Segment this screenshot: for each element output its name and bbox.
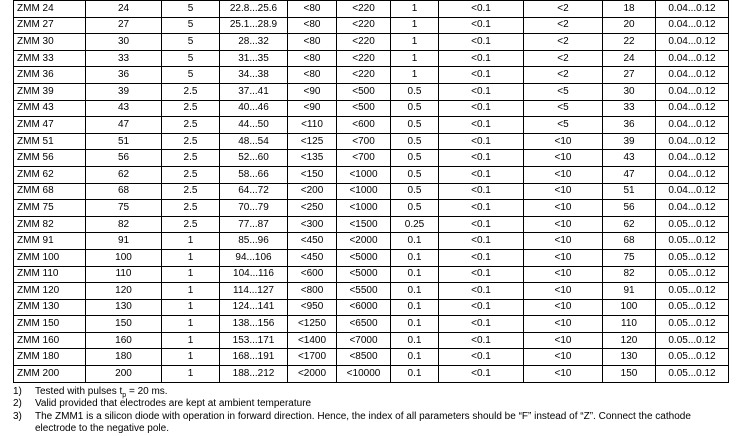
table-cell: 75: [86, 200, 162, 217]
table-cell: 1: [162, 283, 220, 300]
table-cell: 180: [86, 349, 162, 366]
table-cell: 68: [603, 233, 656, 250]
table-cell: 70...79: [220, 200, 288, 217]
table-cell: 120: [86, 283, 162, 300]
table-cell: 1: [391, 34, 439, 51]
table-cell: 114...127: [220, 283, 288, 300]
table-cell: 1: [391, 50, 439, 67]
table-cell: 58...66: [220, 166, 288, 183]
table-cell: 0.05...0.12: [656, 299, 729, 316]
part-number-cell: ZMM 62: [14, 166, 86, 183]
table-cell: 138...156: [220, 316, 288, 333]
table-cell: 52...60: [220, 150, 288, 167]
table-cell: <90: [288, 100, 337, 117]
part-number-cell: ZMM 27: [14, 17, 86, 34]
table-cell: 2.5: [162, 83, 220, 100]
table-cell: 5: [162, 1, 220, 18]
table-cell: <700: [337, 133, 391, 150]
table-cell: <450: [288, 249, 337, 266]
table-cell: <220: [337, 67, 391, 84]
table-cell: 22.8...25.6: [220, 1, 288, 18]
table-cell: <135: [288, 150, 337, 167]
table-cell: <1000: [337, 166, 391, 183]
table-cell: <10: [524, 316, 603, 333]
table-cell: 1: [391, 67, 439, 84]
table-cell: 62: [603, 216, 656, 233]
table-cell: <0.1: [439, 216, 524, 233]
table-cell: <10: [524, 200, 603, 217]
footnote-number: 3): [13, 410, 22, 422]
table-cell: 77...87: [220, 216, 288, 233]
table-cell: 91: [86, 233, 162, 250]
part-number-cell: ZMM 43: [14, 100, 86, 117]
table-cell: <600: [288, 266, 337, 283]
table-cell: 100: [86, 249, 162, 266]
table-cell: <800: [288, 283, 337, 300]
table-cell: 48...54: [220, 133, 288, 150]
table-cell: 0.05...0.12: [656, 233, 729, 250]
table-cell: <0.1: [439, 133, 524, 150]
part-number-cell: ZMM 36: [14, 67, 86, 84]
table-cell: <1250: [288, 316, 337, 333]
table-row: [14, 332, 729, 349]
table-cell: <0.1: [439, 316, 524, 333]
table-cell: 0.05...0.12: [656, 266, 729, 283]
table-cell: 0.5: [391, 83, 439, 100]
table-cell: 2.5: [162, 216, 220, 233]
table-cell: 0.04...0.12: [656, 67, 729, 84]
table-body: [14, 1, 729, 383]
table-row: [14, 349, 729, 366]
table-cell: 0.1: [391, 283, 439, 300]
table-cell: 20: [603, 17, 656, 34]
table-cell: 0.05...0.12: [656, 249, 729, 266]
table-cell: <450: [288, 233, 337, 250]
table-cell: 24: [86, 1, 162, 18]
part-number-cell: ZMM 82: [14, 216, 86, 233]
footnote-text-pre: Tested with pulses t: [35, 385, 123, 397]
table-cell: <80: [288, 50, 337, 67]
table-cell: 100: [603, 299, 656, 316]
table-cell: 47: [86, 117, 162, 134]
table-cell: 0.05...0.12: [656, 283, 729, 300]
table-cell: 110: [603, 316, 656, 333]
table-cell: <7000: [337, 332, 391, 349]
table-cell: <0.1: [439, 67, 524, 84]
table-cell: 62: [86, 166, 162, 183]
table-cell: 0.5: [391, 117, 439, 134]
table-row: [14, 1, 729, 18]
table-cell: <80: [288, 1, 337, 18]
table-cell: 25.1...28.9: [220, 17, 288, 34]
table-cell: 0.04...0.12: [656, 17, 729, 34]
table-cell: 0.05...0.12: [656, 366, 729, 383]
table-cell: <80: [288, 17, 337, 34]
table-cell: 82: [86, 216, 162, 233]
table-row: [14, 100, 729, 117]
table-cell: 200: [86, 366, 162, 383]
table-cell: 0.04...0.12: [656, 183, 729, 200]
table-cell: 0.04...0.12: [656, 50, 729, 67]
table-cell: 0.04...0.12: [656, 34, 729, 51]
table-cell: <0.1: [439, 50, 524, 67]
table-cell: 27: [603, 67, 656, 84]
table-cell: 28...32: [220, 34, 288, 51]
table-cell: 0.5: [391, 133, 439, 150]
footnote-subscript: p: [122, 391, 127, 399]
table-cell: 1: [162, 233, 220, 250]
table-cell: 34...38: [220, 67, 288, 84]
table-cell: 56: [603, 200, 656, 217]
table-cell: <0.1: [439, 233, 524, 250]
table-cell: 27: [86, 17, 162, 34]
part-number-cell: ZMM 120: [14, 283, 86, 300]
table-cell: 120: [603, 332, 656, 349]
table-cell: <10: [524, 249, 603, 266]
part-number-cell: ZMM 68: [14, 183, 86, 200]
table-cell: 188...212: [220, 366, 288, 383]
table-cell: 1: [391, 1, 439, 18]
table-cell: <0.1: [439, 100, 524, 117]
table-row: [14, 316, 729, 333]
table-cell: 33: [86, 50, 162, 67]
part-number-cell: ZMM 47: [14, 117, 86, 134]
table-cell: 2.5: [162, 117, 220, 134]
table-cell: <950: [288, 299, 337, 316]
table-cell: 0.1: [391, 366, 439, 383]
footnotes: [13, 386, 728, 436]
table-cell: <150: [288, 166, 337, 183]
table-cell: 31...35: [220, 50, 288, 67]
table-cell: <2: [524, 17, 603, 34]
table-row: [14, 299, 729, 316]
table-cell: <80: [288, 34, 337, 51]
table-cell: 30: [603, 83, 656, 100]
table-cell: 104...116: [220, 266, 288, 283]
table-cell: 153...171: [220, 332, 288, 349]
table-cell: <5500: [337, 283, 391, 300]
table-cell: <10: [524, 332, 603, 349]
table-row: [14, 366, 729, 383]
table-cell: 51: [603, 183, 656, 200]
table-cell: <5000: [337, 266, 391, 283]
part-number-cell: ZMM 130: [14, 299, 86, 316]
table-cell: <0.1: [439, 17, 524, 34]
table-cell: <10: [524, 366, 603, 383]
table-cell: <0.1: [439, 299, 524, 316]
table-cell: <1400: [288, 332, 337, 349]
table-cell: <1500: [337, 216, 391, 233]
table-cell: <1700: [288, 349, 337, 366]
table-cell: 1: [162, 332, 220, 349]
table-cell: <0.1: [439, 366, 524, 383]
table-cell: 64...72: [220, 183, 288, 200]
table-row: [14, 67, 729, 84]
table-cell: 0.04...0.12: [656, 1, 729, 18]
table-cell: 39: [603, 133, 656, 150]
table-cell: <500: [337, 100, 391, 117]
table-cell: 22: [603, 34, 656, 51]
part-number-cell: ZMM 150: [14, 316, 86, 333]
table-cell: 85...96: [220, 233, 288, 250]
table-cell: <220: [337, 34, 391, 51]
table-cell: 130: [86, 299, 162, 316]
table-cell: 1: [162, 316, 220, 333]
table-cell: 0.04...0.12: [656, 166, 729, 183]
table-cell: 168...191: [220, 349, 288, 366]
table-cell: 43: [86, 100, 162, 117]
table-cell: <10: [524, 166, 603, 183]
table-cell: <0.1: [439, 166, 524, 183]
table-cell: 5: [162, 50, 220, 67]
table-cell: <0.1: [439, 1, 524, 18]
part-number-cell: ZMM 180: [14, 349, 86, 366]
part-number-cell: ZMM 30: [14, 34, 86, 51]
table-cell: <10: [524, 266, 603, 283]
datasheet-section: [13, 0, 728, 436]
table-cell: 110: [86, 266, 162, 283]
table-cell: <2000: [337, 233, 391, 250]
part-number-cell: ZMM 200: [14, 366, 86, 383]
table-cell: 2.5: [162, 100, 220, 117]
table-cell: 30: [86, 34, 162, 51]
table-row: [14, 83, 729, 100]
table-cell: <10000: [337, 366, 391, 383]
table-cell: 0.1: [391, 332, 439, 349]
table-cell: 5: [162, 17, 220, 34]
table-cell: 5: [162, 34, 220, 51]
part-number-cell: ZMM 110: [14, 266, 86, 283]
table-cell: 37...41: [220, 83, 288, 100]
table-cell: 1: [162, 299, 220, 316]
table-cell: <10: [524, 133, 603, 150]
table-cell: 0.5: [391, 150, 439, 167]
table-cell: 43: [603, 150, 656, 167]
table-cell: <2: [524, 67, 603, 84]
table-cell: 51: [86, 133, 162, 150]
table-cell: <80: [288, 67, 337, 84]
table-cell: 0.1: [391, 316, 439, 333]
footnote-3: [13, 411, 728, 436]
table-cell: 0.1: [391, 266, 439, 283]
table-cell: 1: [162, 266, 220, 283]
table-cell: 44...50: [220, 117, 288, 134]
table-cell: 124...141: [220, 299, 288, 316]
table-cell: 0.5: [391, 200, 439, 217]
table-cell: 150: [603, 366, 656, 383]
table-cell: 0.1: [391, 349, 439, 366]
table-cell: 2.5: [162, 183, 220, 200]
table-cell: 5: [162, 67, 220, 84]
table-cell: 0.1: [391, 233, 439, 250]
table-cell: <500: [337, 83, 391, 100]
table-cell: <110: [288, 117, 337, 134]
table-cell: <0.1: [439, 200, 524, 217]
table-cell: 0.04...0.12: [656, 200, 729, 217]
table-cell: <10: [524, 150, 603, 167]
table-row: [14, 117, 729, 134]
table-cell: <0.1: [439, 332, 524, 349]
table-cell: 68: [86, 183, 162, 200]
footnote-text-post: = 20 ms.: [126, 385, 168, 397]
table-row: [14, 150, 729, 167]
part-number-cell: ZMM 56: [14, 150, 86, 167]
table-cell: <10: [524, 299, 603, 316]
footnote-text: The ZMM1 is a silicon diode with operation in forward direction. Hence, the index of all parameters should be “F” instead of “Z”. Connect the cathode electrode to the negative pole.: [35, 410, 691, 435]
table-cell: 1: [162, 349, 220, 366]
table-row: [14, 249, 729, 266]
table-cell: 2.5: [162, 200, 220, 217]
part-number-cell: ZMM 100: [14, 249, 86, 266]
part-number-cell: ZMM 24: [14, 1, 86, 18]
table-cell: <220: [337, 17, 391, 34]
table-cell: 160: [86, 332, 162, 349]
table-row: [14, 183, 729, 200]
table-cell: 0.05...0.12: [656, 216, 729, 233]
table-row: [14, 133, 729, 150]
table-cell: <10: [524, 233, 603, 250]
table-cell: 0.04...0.12: [656, 83, 729, 100]
table-cell: <8500: [337, 349, 391, 366]
table-cell: <5: [524, 100, 603, 117]
table-cell: 75: [603, 249, 656, 266]
table-cell: <10: [524, 283, 603, 300]
table-cell: <200: [288, 183, 337, 200]
table-cell: <0.1: [439, 249, 524, 266]
table-row: [14, 200, 729, 217]
table-cell: <5000: [337, 249, 391, 266]
table-cell: <2: [524, 50, 603, 67]
table-cell: 18: [603, 1, 656, 18]
table-cell: <0.1: [439, 183, 524, 200]
part-number-cell: ZMM 91: [14, 233, 86, 250]
table-cell: 82: [603, 266, 656, 283]
zener-spec-table: [13, 0, 729, 383]
footnote-1: [13, 386, 728, 399]
table-cell: <6000: [337, 299, 391, 316]
part-number-cell: ZMM 51: [14, 133, 86, 150]
table-cell: 0.25: [391, 216, 439, 233]
table-cell: <90: [288, 83, 337, 100]
table-cell: <2: [524, 34, 603, 51]
table-cell: 0.04...0.12: [656, 117, 729, 134]
table-cell: 130: [603, 349, 656, 366]
table-cell: <220: [337, 1, 391, 18]
table-cell: 0.04...0.12: [656, 150, 729, 167]
table-cell: <1000: [337, 200, 391, 217]
table-row: [14, 166, 729, 183]
table-cell: <0.1: [439, 266, 524, 283]
table-cell: 91: [603, 283, 656, 300]
table-cell: 2.5: [162, 150, 220, 167]
table-row: [14, 50, 729, 67]
table-row: [14, 233, 729, 250]
table-cell: <0.1: [439, 349, 524, 366]
table-cell: 0.05...0.12: [656, 349, 729, 366]
table-cell: 2.5: [162, 133, 220, 150]
table-cell: 0.1: [391, 299, 439, 316]
table-row: [14, 34, 729, 51]
table-cell: <220: [337, 50, 391, 67]
table-cell: 1: [162, 366, 220, 383]
table-cell: 36: [86, 67, 162, 84]
table-cell: 94...106: [220, 249, 288, 266]
table-cell: <700: [337, 150, 391, 167]
table-cell: 0.05...0.12: [656, 316, 729, 333]
table-cell: 33: [603, 100, 656, 117]
table-cell: <5: [524, 83, 603, 100]
table-cell: <10: [524, 183, 603, 200]
table-cell: 1: [162, 249, 220, 266]
table-cell: 0.04...0.12: [656, 100, 729, 117]
footnote-number: 1): [13, 385, 22, 397]
table-row: [14, 283, 729, 300]
table-cell: 1: [391, 17, 439, 34]
table-cell: 0.5: [391, 183, 439, 200]
table-cell: <0.1: [439, 150, 524, 167]
table-cell: 150: [86, 316, 162, 333]
table-cell: 47: [603, 166, 656, 183]
footnote-text: Valid provided that electrodes are kept at ambient temperature: [35, 398, 312, 410]
table-cell: <10: [524, 349, 603, 366]
table-row: [14, 266, 729, 283]
table-cell: <2: [524, 1, 603, 18]
table-cell: 0.04...0.12: [656, 133, 729, 150]
footnote-2: [13, 398, 728, 411]
table-cell: <10: [524, 216, 603, 233]
table-cell: 0.5: [391, 166, 439, 183]
table-cell: 2.5: [162, 166, 220, 183]
table-cell: 40...46: [220, 100, 288, 117]
table-cell: <0.1: [439, 83, 524, 100]
table-cell: 0.05...0.12: [656, 332, 729, 349]
footnote-number: 2): [13, 398, 22, 410]
table-cell: <2000: [288, 366, 337, 383]
table-row: [14, 216, 729, 233]
table-cell: <300: [288, 216, 337, 233]
table-cell: <6500: [337, 316, 391, 333]
table-cell: <0.1: [439, 34, 524, 51]
part-number-cell: ZMM 33: [14, 50, 86, 67]
footnote-text: [35, 386, 728, 399]
table-cell: <250: [288, 200, 337, 217]
part-number-cell: ZMM 160: [14, 332, 86, 349]
part-number-cell: ZMM 39: [14, 83, 86, 100]
table-cell: <5: [524, 117, 603, 134]
table-cell: <1000: [337, 183, 391, 200]
table-cell: <600: [337, 117, 391, 134]
table-cell: 0.1: [391, 249, 439, 266]
table-cell: 24: [603, 50, 656, 67]
table-cell: 39: [86, 83, 162, 100]
part-number-cell: ZMM 75: [14, 200, 86, 217]
table-cell: 36: [603, 117, 656, 134]
table-row: [14, 17, 729, 34]
table-cell: 0.5: [391, 100, 439, 117]
table-cell: <125: [288, 133, 337, 150]
table-cell: <0.1: [439, 117, 524, 134]
table-cell: 56: [86, 150, 162, 167]
table-cell: <0.1: [439, 283, 524, 300]
